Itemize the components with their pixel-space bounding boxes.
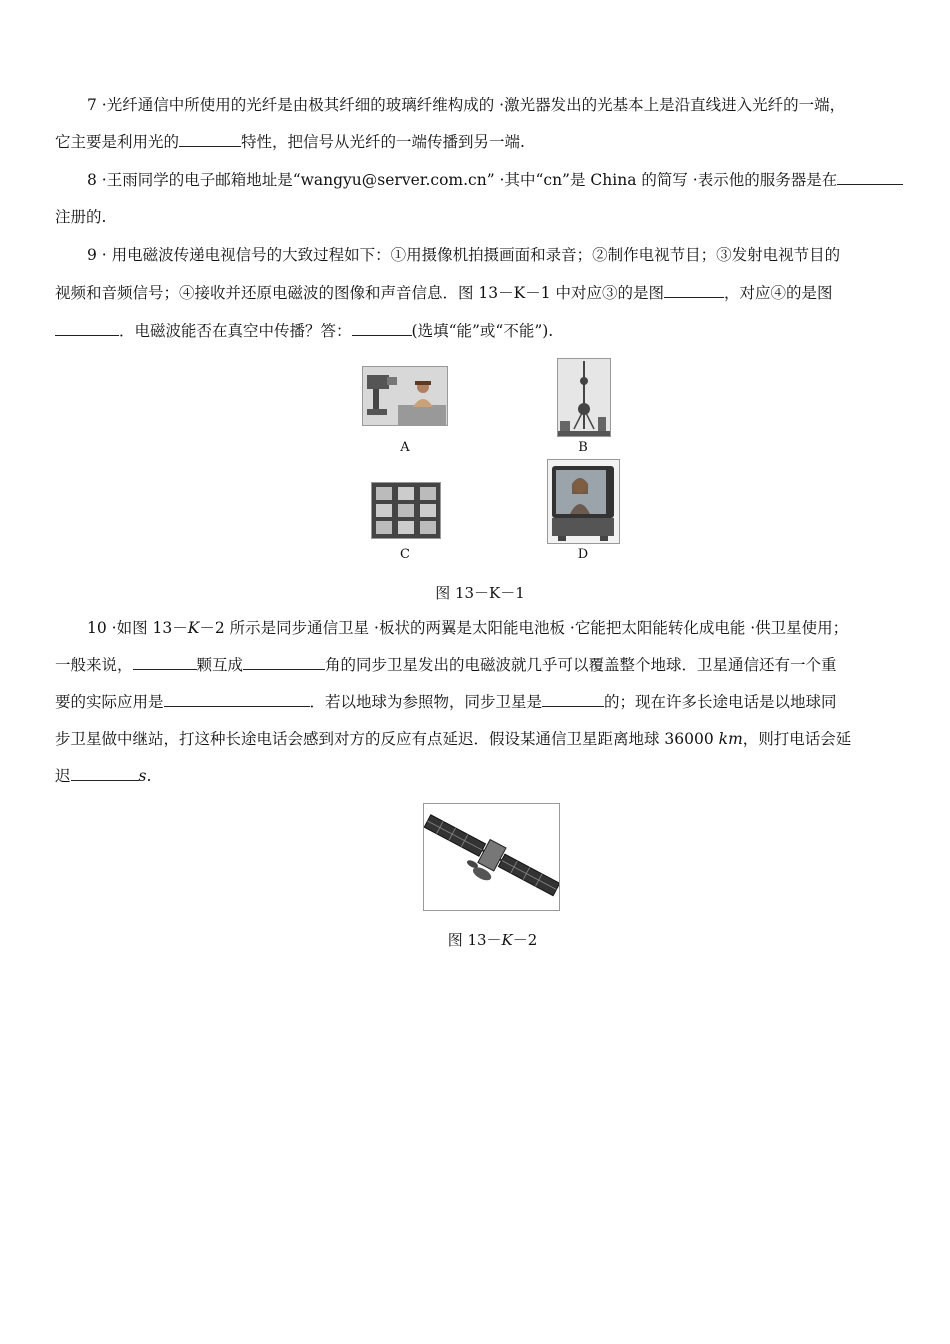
q10-text-3b: ．若以地球为参照物，同步卫星是 bbox=[309, 693, 543, 711]
q9-text-1: 9 · 用电磁波传递电视信号的大致过程如下：①用摄像机拍摄画面和录音；②制作电视节目；③发射电视节目的 bbox=[87, 246, 841, 264]
q10-line-5 bbox=[55, 766, 900, 786]
q10-answer-blank-4[interactable] bbox=[542, 692, 604, 707]
q9-line-2 bbox=[55, 283, 900, 303]
q10-text-4-unit: km bbox=[718, 730, 743, 748]
q9-line-1 bbox=[87, 245, 900, 265]
q9-text-3b: (选填“能”或“不能”). bbox=[411, 322, 554, 340]
q7-text-2b: 特性，把信号从光纤的一端传播到另一端. bbox=[241, 133, 525, 151]
q10-text-5a: 迟 bbox=[55, 767, 71, 785]
figure-label-b: B bbox=[578, 440, 588, 455]
q10-answer-blank-2[interactable] bbox=[243, 655, 325, 670]
q8-text-2: 注册的. bbox=[55, 208, 107, 226]
figure-2-caption bbox=[430, 929, 555, 950]
figure-label-c: C bbox=[400, 547, 410, 562]
figure-a-camera-studio bbox=[362, 366, 448, 426]
q10-text-3a: 要的实际应用是 bbox=[55, 693, 164, 711]
q10-text-2b: 颗互成 bbox=[196, 656, 244, 674]
q8-answer-blank[interactable] bbox=[837, 170, 903, 185]
q9-answer-blank-2[interactable] bbox=[55, 321, 119, 336]
q10-answer-blank-3[interactable] bbox=[164, 692, 310, 707]
figure-2-caption-k: K bbox=[501, 931, 513, 949]
q10-text-1a: 10 ·如图 13－ bbox=[87, 619, 188, 637]
q10-text-3c: 的；现在许多长途电话是以地球同 bbox=[604, 693, 837, 711]
figure-1-caption: 图 13－K－1 bbox=[435, 584, 525, 602]
q10-text-1b: －2 所示是同步通信卫星 ·板状的两翼是太阳能电池板 ·它能把太阳能转化成电能 ·供卫星使用； bbox=[199, 619, 849, 637]
q9-text-2b: ，对应④的是图 bbox=[724, 284, 833, 302]
figure-label-a: A bbox=[400, 440, 410, 455]
q10-text-2a: 一般来说， bbox=[55, 656, 133, 674]
figure-satellite bbox=[423, 803, 560, 911]
q9-line-3 bbox=[55, 321, 900, 341]
q7-text-1: 7 ·光纤通信中所使用的光纤是由极其纤细的玻璃纤维构成的 ·激光器发出的光基本上是沿直线进入光纤的一端， bbox=[87, 96, 846, 114]
q10-text-1k: K bbox=[187, 619, 200, 637]
q10-answer-blank-5[interactable] bbox=[71, 766, 139, 781]
q10-text-4a: 步卫星做中继站，打这种长途电话会感到对方的反应有点延迟．假设某通信卫星距离地球 36000 bbox=[55, 730, 719, 748]
q8-line-2 bbox=[55, 207, 900, 227]
q10-line-2 bbox=[55, 655, 900, 675]
q8-line-1 bbox=[87, 170, 900, 190]
q10-text-5-unit: s bbox=[138, 767, 147, 785]
figure-c-editing-monitors bbox=[371, 482, 441, 539]
q7-answer-blank[interactable] bbox=[179, 132, 241, 147]
q10-text-5b: . bbox=[146, 767, 152, 785]
q10-line-1 bbox=[87, 618, 900, 638]
q7-text-2a: 它主要是利用光的 bbox=[55, 133, 180, 151]
q8-text-1: 8 ·王雨同学的电子邮箱地址是“wangyu@server.com.cn” ·其中“cn”是 China 的简写 ·表示他的服务器是在 bbox=[87, 171, 838, 189]
q10-line-4 bbox=[55, 729, 900, 749]
q9-answer-blank-1[interactable] bbox=[664, 283, 724, 298]
q9-answer-blank-3[interactable] bbox=[352, 321, 412, 336]
figure-2-caption-b: －2 bbox=[512, 931, 538, 949]
q9-text-2a: 视频和音频信号；④接收并还原电磁波的图像和声音信息．图 13－K－1 中对应③的是图 bbox=[55, 284, 665, 302]
q10-text-2c: 角的同步卫星发出的电磁波就几乎可以覆盖整个地球．卫星通信还有一个重 bbox=[325, 656, 837, 674]
q10-answer-blank-1[interactable] bbox=[133, 655, 197, 670]
q7-line-1 bbox=[87, 95, 900, 115]
q10-text-4b: ，则打电话会延 bbox=[742, 730, 852, 748]
figure-2-caption-a: 图 13－ bbox=[447, 931, 502, 949]
figure-label-d: D bbox=[577, 547, 589, 562]
q7-line-2 bbox=[55, 132, 900, 152]
q10-line-3 bbox=[55, 692, 900, 712]
q9-text-3a: ．电磁波能否在真空中传播？答： bbox=[119, 322, 352, 340]
figure-d-television-set bbox=[547, 459, 620, 544]
figure-b-tv-tower bbox=[557, 358, 611, 437]
